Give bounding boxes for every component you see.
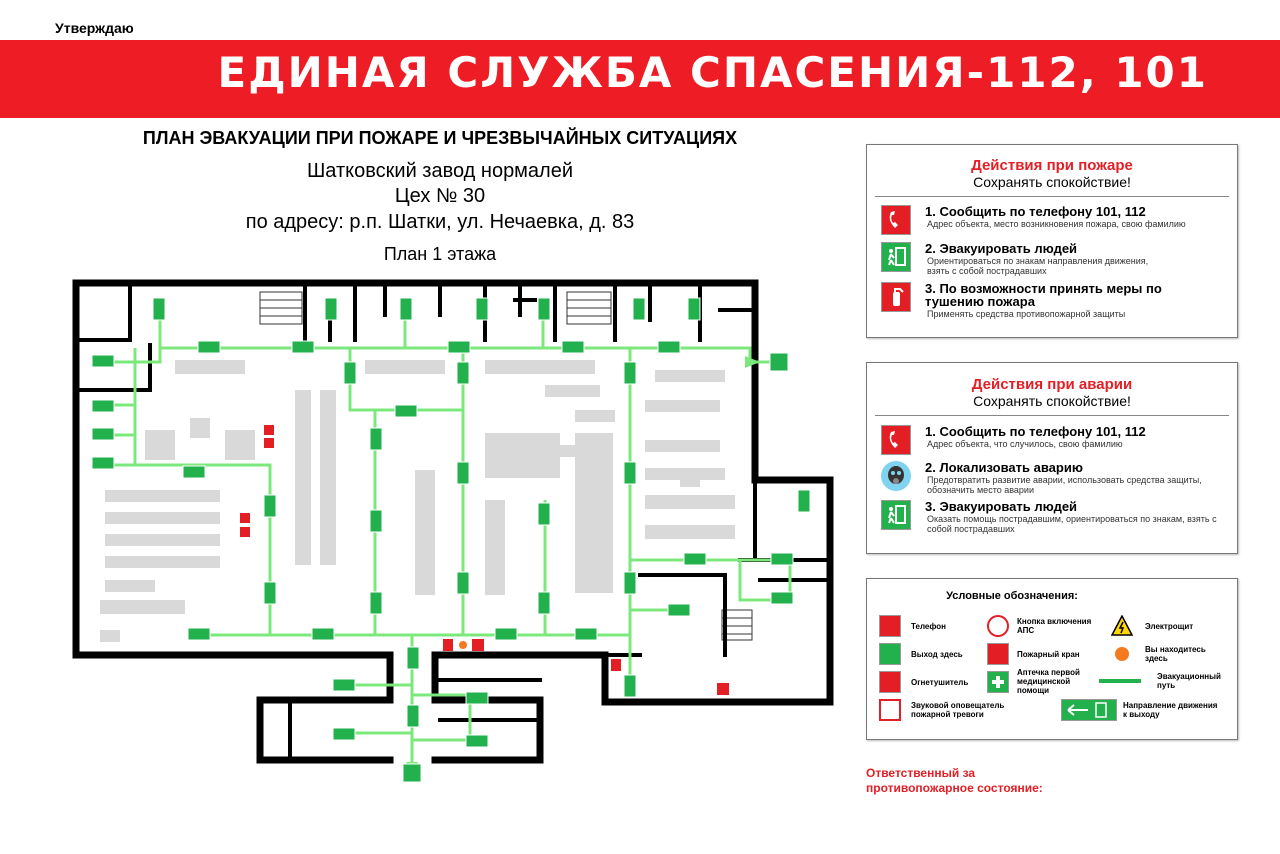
- floor-plan: [70, 276, 840, 786]
- title-banner: [0, 40, 1280, 114]
- accident-action-1-desc: Адрес объекта, что случилось, свою фамилию: [927, 439, 1123, 449]
- accident-action-3-title: 3. Эвакуировать людей: [925, 499, 1078, 514]
- legend-phone-label: Телефон: [911, 622, 946, 631]
- fire-hydrant-icon: [987, 643, 1009, 665]
- exit-icon: [879, 643, 901, 665]
- fire-action-1-desc: Адрес объекта, место возникновения пожара, свою фамилию: [927, 219, 1186, 229]
- exit-icon: [881, 500, 911, 530]
- legend-you-are-here-label: Вы находитесь здесь: [1145, 645, 1206, 663]
- accident-action-2-desc: Предотвратить развитие аварии, использовать средства защиты, обозначить место аварии: [927, 475, 1202, 495]
- phone-icon: [881, 425, 911, 455]
- accident-action-3: [881, 500, 1227, 534]
- extinguisher-icon: [879, 671, 901, 693]
- legend-siren-label: Звуковой оповещатель пожарной тревоги: [911, 701, 1005, 719]
- fire-action-2-desc: Ориентироваться по знакам направления движения, взять с собой пострадавших: [927, 256, 1149, 276]
- accident-action-2-title: 2. Локализовать аварию: [925, 460, 1083, 475]
- fire-actions-panel: [866, 144, 1238, 338]
- accident-action-3-desc: Оказать помощь пострадавшим, ориентироваться по знакам, взять с собой пострадавших: [927, 514, 1217, 534]
- fire-action-2-title: 2. Эвакуировать людей: [925, 241, 1078, 256]
- plan-workshop: Цех № 30: [394, 185, 486, 207]
- electric-panel-icon: [1111, 615, 1133, 637]
- fire-action-1-title: 1. Сообщить по телефону 101, 112: [925, 204, 1146, 219]
- banner-title: ЕДИНАЯ СЛУЖБА СПАСЕНИЯ-112, 101: [217, 48, 1208, 97]
- accident-action-1: [881, 425, 1227, 459]
- banner-stripe: [0, 114, 1280, 118]
- accident-action-1-title: 1. Сообщить по телефону 101, 112: [925, 424, 1146, 439]
- floor-label: План 1 этажа: [383, 244, 497, 264]
- accident-action-2: [881, 461, 1227, 495]
- fire-action-2: [881, 242, 1227, 276]
- legend-panel: [866, 578, 1238, 740]
- fire-action-3: [881, 281, 1227, 319]
- fire-actions-subheading: Сохранять спокойствие!: [973, 174, 1131, 190]
- legend-electric-label: Электрощит: [1145, 622, 1194, 631]
- plan-organization: Шатковский завод нормалей: [306, 160, 574, 182]
- fire-action-3-desc: Применять средства противопожарной защиты: [927, 309, 1126, 319]
- plan-title: ПЛАН ЭВАКУАЦИИ ПРИ ПОЖАРЕ И ЧРЕЗВЫЧАЙНЫХ СИТУАЦИЯХ: [142, 128, 738, 148]
- legend-exit-label: Выход здесь: [911, 650, 963, 659]
- legend-first-aid-label: Аптечка первой медицинской помощи: [1017, 668, 1080, 695]
- responsible-person-label: Ответственный за противопожарное состояние:: [866, 766, 1043, 795]
- exit-icon: [881, 242, 911, 272]
- phone-icon: [881, 205, 911, 235]
- divider: [875, 415, 1229, 416]
- accident-actions-panel: [866, 362, 1238, 554]
- accident-actions-subheading: Сохранять спокойствие!: [973, 393, 1131, 409]
- first-aid-icon: [987, 671, 1009, 693]
- evacuation-path-icon: [1099, 679, 1141, 683]
- legend-exit-direction-label: Направление движения к выходу: [1123, 701, 1218, 719]
- legend-hydrant-label: Пожарный кран: [1017, 650, 1080, 659]
- extinguisher-icon: [881, 282, 911, 312]
- divider: [875, 196, 1229, 197]
- equipment-blocks: [100, 360, 735, 642]
- alarm-button-icon: [987, 615, 1009, 637]
- evacuation-paths: [100, 318, 790, 775]
- exit-direction-icon: [1061, 699, 1117, 721]
- fire-action-3-title: 3. По возможности принять меры по тушению пожара: [925, 281, 1162, 309]
- legend-alarm-button-label: Кнопка включения АПС: [1017, 617, 1092, 635]
- you-are-here-icon: [1111, 643, 1133, 665]
- siren-icon: [879, 699, 901, 721]
- approval-label: Утверждаю: [55, 20, 134, 36]
- legend-evacuation-path-label: Эвакуационный путь: [1157, 672, 1221, 690]
- fire-actions-heading: Действия при пожаре: [971, 157, 1133, 174]
- fire-action-1: [881, 205, 1227, 239]
- gas-mask-icon: [881, 461, 911, 491]
- plan-address: по адресу: р.п. Шатки, ул. Нечаевка, д. 83: [245, 211, 635, 233]
- legend-extinguisher-label: Огнетушитель: [911, 678, 969, 687]
- phone-icon: [879, 615, 901, 637]
- legend-title: Условные обозначения:: [946, 590, 1078, 602]
- accident-actions-heading: Действия при аварии: [971, 376, 1133, 393]
